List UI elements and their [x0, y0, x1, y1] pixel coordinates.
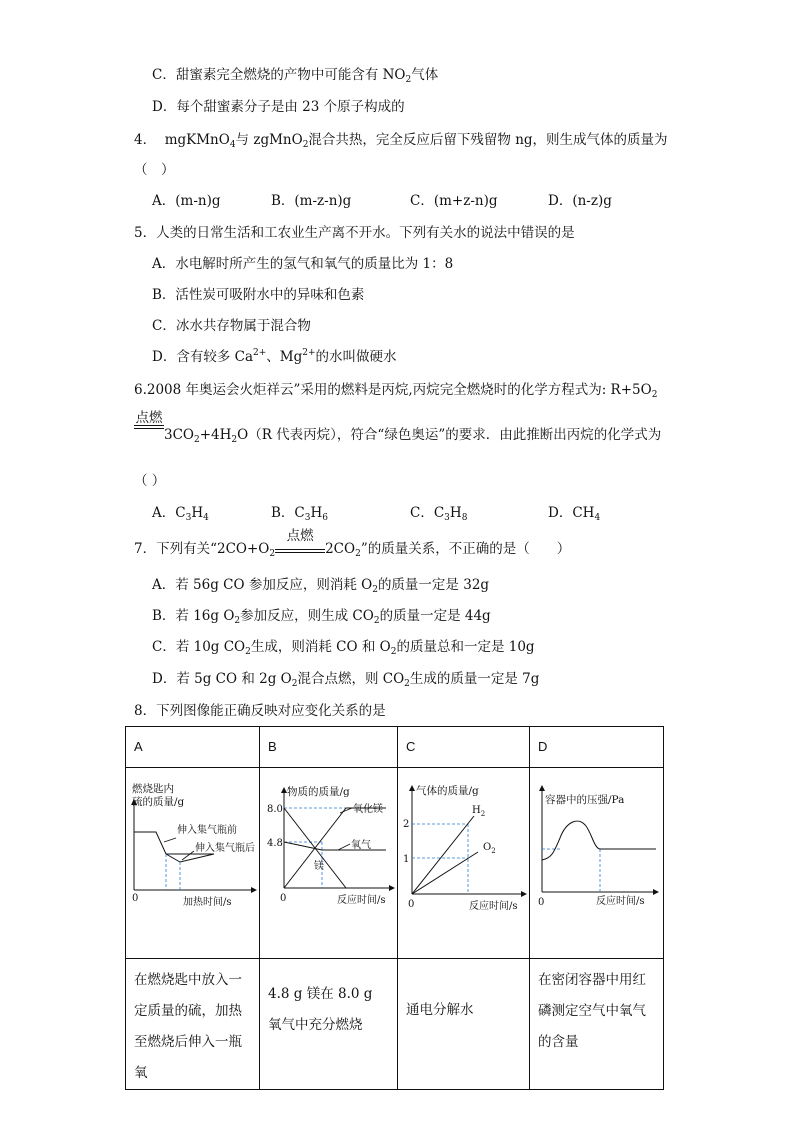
graph-b-label-mgo: 氧化镁: [353, 804, 383, 815]
q4-paren: （ ）: [134, 162, 175, 178]
header-b: B: [260, 727, 398, 768]
graph-a-origin: 0: [132, 893, 139, 904]
q3-option-d: D．每个甜蜜素分子是由 23 个原子构成的: [152, 99, 405, 115]
graph-a-curve-after: [166, 854, 214, 862]
graph-a-xlabel: 加热时间/s: [183, 897, 232, 908]
graph-a-label-before: 伸入集气瓶前: [177, 825, 237, 836]
graph-c-ytick-1: 1: [403, 854, 410, 865]
q5-option-b: B．活性炭可吸附水中的异味和色素: [152, 287, 365, 303]
q6-option-d: D．$CH_4$: [548, 505, 601, 523]
q4-option-a: A．(m-n)g: [152, 193, 221, 209]
caption-d: 在密闭容器中用红磷测定空气中氧气的含量: [530, 959, 664, 1090]
q7-option-d: D．若 5g CO 和 2g $O_2$混合点燃，则 $CO_2$生成的质量一定是 7g: [152, 671, 540, 689]
graph-c-cell: [398, 768, 530, 959]
q7-option-c: C．若 10g $CO_2$生成，则消耗 CO 和 $O_2$的质量总和一定是 10g: [152, 639, 535, 657]
caption-a: 在燃烧匙中放入一定质量的硫，加热至燃烧后伸入一瓶氧: [126, 959, 260, 1090]
graph-c-ytick-2: 2: [403, 819, 410, 830]
graph-d-origin: 0: [538, 897, 545, 908]
q8-options-table: [125, 726, 664, 1090]
q8-stem: 8．下列图像能正确反映对应变化关系的是: [134, 703, 386, 719]
graph-d: [530, 768, 663, 954]
q5-option-d: D．含有较多 $Ca^{2+}$、$Mg^{2+}$的水叫做硬水: [152, 348, 397, 365]
header-d: D: [530, 727, 664, 768]
q4-option-d: D．(n-z)g: [548, 193, 612, 209]
graph-c-line-h2: [412, 816, 474, 894]
q6-paren: （ ）: [134, 473, 166, 489]
caption-b: 4.8 g 镁在 8.0 g 氧气中充分燃烧: [260, 959, 398, 1090]
graph-d-xlabel: 反应时间/s: [596, 896, 645, 907]
graph-c: [398, 768, 529, 954]
graph-b-label-o2: 氧气: [351, 840, 371, 851]
graph-a-pointer-1: [164, 838, 176, 842]
q5-option-c: C．冰水共存物属于混合物: [152, 318, 311, 334]
q7-stem: 7．下列有关“$2CO+O_2$ 点燃 $2CO_2$”的质量关系，不正确的是（ ）: [134, 528, 571, 559]
graph-d-cell: [530, 768, 664, 959]
graph-b: [260, 768, 397, 954]
graph-a-ylabel-1: 燃烧匙内: [132, 783, 174, 795]
q6-option-c: C．$C_3H_8$: [410, 505, 468, 523]
graph-b-ytick-8: 8.0: [267, 804, 283, 815]
graph-b-cell: [260, 768, 398, 959]
graph-c-label-o2: $O_2$: [483, 842, 496, 855]
q6-stem-line1: 6.2008 年奥运会火炬祥云”采用的燃料是丙烷,丙烷完全燃烧时的化学方程式为: $R+5O_2$: [134, 382, 658, 400]
graph-b-pointer-o2: [338, 844, 350, 850]
q3-option-c: C．甜蜜素完全燃烧的产物中可能含有 $NO_2$气体: [152, 67, 439, 85]
graph-a-label-after: 伸入集气瓶后: [195, 843, 255, 854]
graph-c-origin: 0: [408, 899, 415, 910]
graph-d-pressure-curve: [542, 821, 656, 860]
graph-c-ylabel: 气体的质量/g: [416, 785, 479, 797]
graph-b-origin: 0: [280, 893, 287, 904]
q7-option-a: A．若 56g CO 参加反应，则消耗 $O_2$的质量一定是 32g: [152, 577, 490, 595]
q7-reaction-condition: 点燃: [275, 541, 325, 553]
q5-option-a: A．水电解时所产生的氢气和氧气的质量比为 1：8: [152, 256, 454, 272]
q6-stem-line2: $3CO_2+4H_2O(R$ 代表丙烷），符合“绿色奥运”的要求．由此推断出丙烷的化学式为: [164, 427, 662, 445]
q4-option-c: C．(m+z-n)g: [410, 193, 498, 209]
q4-option-b: B．(m-z-n)g: [271, 193, 352, 209]
graph-a: [126, 768, 259, 954]
graph-c-xlabel: 反应时间/s: [469, 901, 518, 912]
header-c: C: [398, 727, 530, 768]
q7-option-b: B．若 16g $O_2$参加反应，则生成 $CO_2$的质量一定是 44g: [152, 608, 491, 626]
graph-c-label-h2: $H_2$: [472, 805, 486, 818]
graph-d-ylabel: 容器中的压强/Pa: [545, 794, 625, 806]
q6-option-b: B．$C_3H_6$: [271, 505, 328, 523]
graph-b-ytick-4.8: 4.8: [267, 838, 283, 849]
graph-a-ylabel-2: 硫的质量/g: [132, 796, 185, 808]
q6-option-a: A．$C_3H_4$: [152, 505, 209, 523]
graph-b-label-mg: 镁: [314, 861, 324, 872]
graph-b-ylabel: 物质的质量/g: [287, 786, 350, 798]
caption-c: 通电分解水: [398, 959, 530, 1090]
q6-reaction-condition: 点燃: [134, 411, 164, 429]
graph-a-cell: [126, 768, 260, 959]
graph-b-xlabel: 反应时间/s: [337, 895, 386, 906]
q5-stem: 5．人类的日常生活和工农业生产离不开水。下列有关水的说法中错误的是: [134, 225, 575, 241]
header-a: A: [126, 727, 260, 768]
q4-stem: 4． mgKMnO$_4$与 zgMnO$_2$混合共热，完全反应后留下残留物 ng，则生成气体的质量为: [134, 132, 668, 150]
